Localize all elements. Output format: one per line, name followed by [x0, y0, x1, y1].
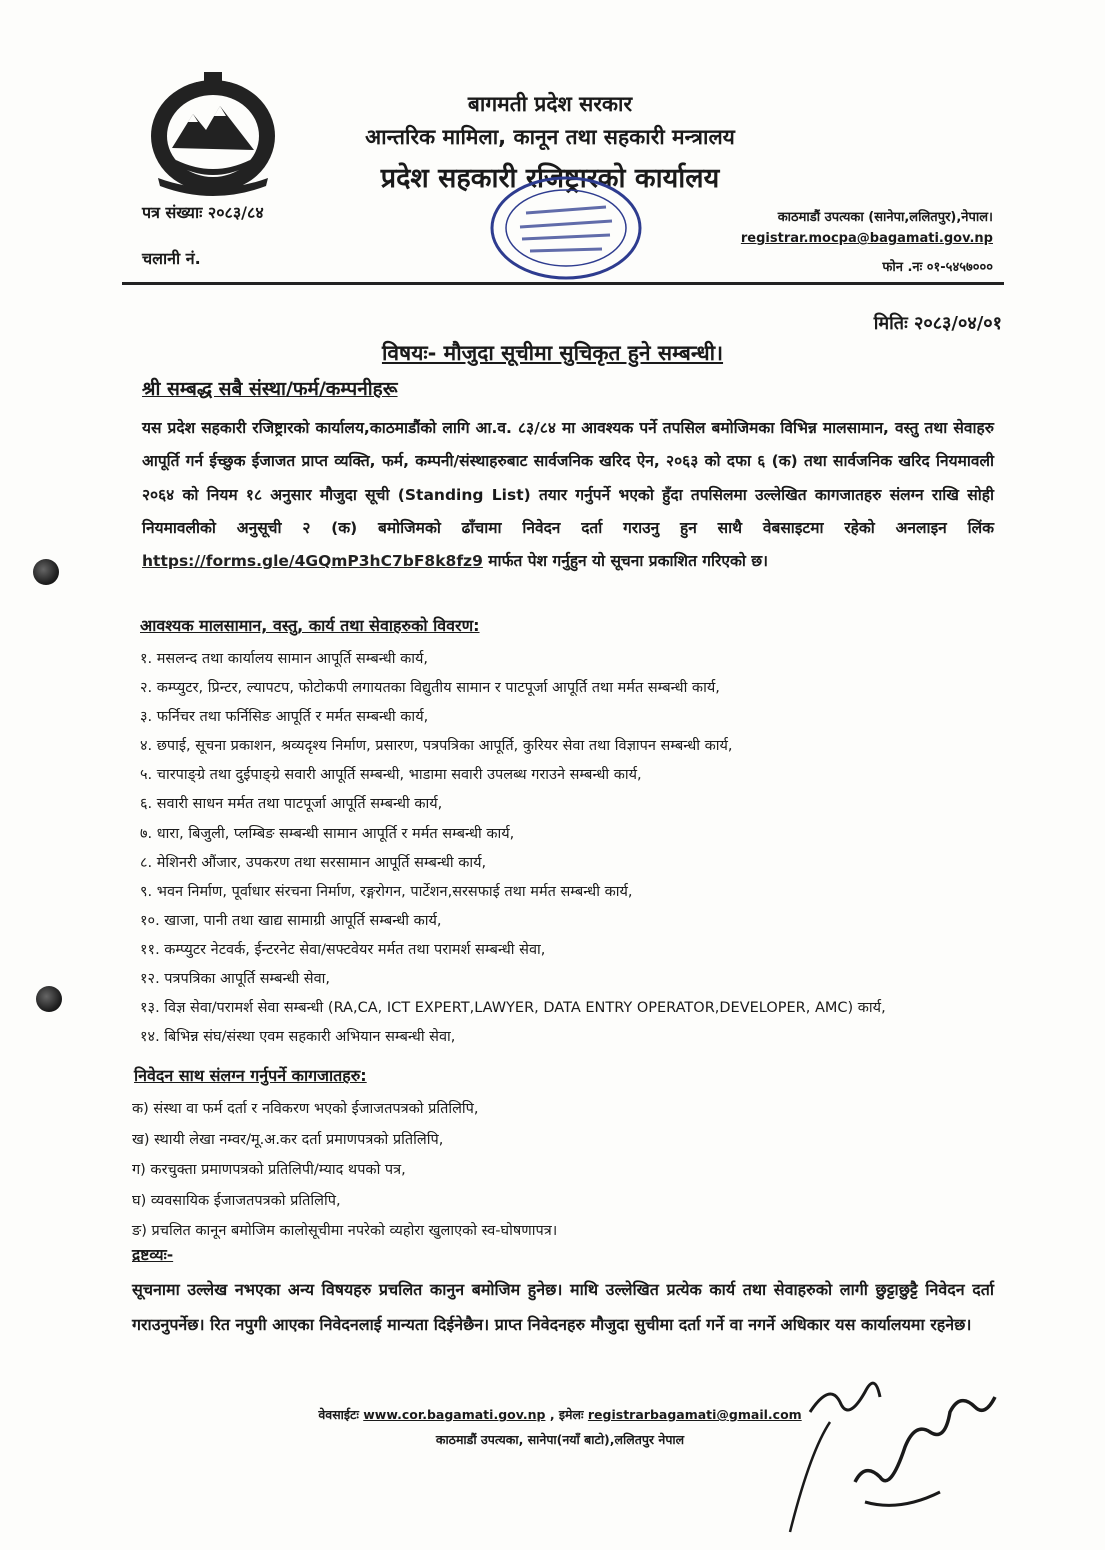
note-text: सूचनामा उल्लेख नभएका अन्य विषयहरु प्रचलित कानुन बमोजिम हुनेछ। माथि उल्लेखित प्रत्येक कार्य तथा सेवाहरुको लागी छुट्टाछुट्टै निवेदन दर्ता गराउनुपर्नेछ। रित नपुगी आएका निवेदनलाई मान्यता दिईनेछैन। प्राप्त निवेदनहरु मौजुदा सुचीमा दर्ता गर्ने वा नगर्ने अधिकार यस कार्यालयमा रहनेछ। [132, 1280, 994, 1334]
addressee: श्री सम्बद्ध सबै संस्था/फर्म/कम्पनीहरू [142, 378, 398, 400]
dispatch-number: चलानी नं. [142, 249, 201, 268]
letter-date: मितिः २०८३/०४/०१ [873, 313, 1002, 334]
note-heading: द्रष्टव्यः- [132, 1246, 174, 1264]
items-list [140, 645, 960, 1052]
footer-website-label: वेवसाईटः [318, 1407, 359, 1422]
documents-section-heading: निवेदन साथ संलग्न गर्नुपर्ने कागजातहरु: [134, 1066, 367, 1085]
reference-number: पत्र संख्याः २०८३/८४ [142, 203, 264, 222]
signature-icon [770, 1352, 1010, 1542]
government-name: बागमती प्रदेश सरकार [467, 92, 633, 116]
list-item: ङ) प्रचलित कानून बमोजिम कालोसूचीमा नपरेको व्यहोरा खुलाएको स्व-घोषणापत्र। [132, 1223, 558, 1239]
footer-website-link[interactable]: www.cor.bagamati.gov.np [363, 1407, 546, 1422]
list-item: ३. फर्निचर तथा फर्निसिङ आपूर्ति र मर्मत सम्बन्धी कार्य, [140, 709, 429, 726]
office-stamp-icon [486, 173, 646, 283]
footer-address: काठमाडौं उपत्यका, सानेपा(नयाँ बाटो),ललितपुर नेपाल [435, 1432, 685, 1447]
ministry-name: आन्तरिक मामिला, कानून तथा सहकारी मन्त्रालय [365, 125, 735, 149]
list-item: ४. छपाई, सूचना प्रकाशन, श्रव्यदृश्य निर्माण, प्रसारण, पत्रपत्रिका आपूर्ति, कुरियर सेवा तथा विज्ञापन सम्बन्धी कार्य, [140, 738, 733, 755]
footer-email-link[interactable]: registrarbagamati@gmail.com [587, 1407, 802, 1422]
body-paragraph [142, 412, 994, 578]
list-item: ११. कम्प्युटर नेटवर्क, ईन्टरनेट सेवा/सफ्टवेयर मर्मत तथा परामर्श सम्बन्धी सेवा, [140, 941, 546, 958]
list-item: १२. पत्रपत्रिका आपूर्ति सम्बन्धी सेवा, [140, 971, 331, 988]
body-text-after-link: मार्फत पेश गर्नुहुन यो सूचना प्रकाशित गरिएको छ। [488, 552, 769, 571]
nepal-emblem-icon [138, 68, 288, 198]
list-item: ५. चारपाङ्ग्रे तथा दुईपाङ्ग्रे सवारी आपूर्ति सम्बन्धी, भाडामा सवारी उपलब्ध गराउने सम्बन्धी कार्य, [140, 767, 642, 784]
subject-line [0, 339, 1105, 367]
office-address: काठमाडौं उपत्यका (सानेपा,ललितपुर),नेपाल। [777, 210, 993, 225]
list-item: ख) स्थायी लेखा नम्वर/मू.अ.कर दर्ता प्रमाणपत्रको प्रतिलिपि, [132, 1131, 444, 1148]
list-item: घ) व्यवसायिक ईजाजतपत्रको प्रतिलिपि, [132, 1192, 341, 1209]
list-item: १. मसलन्द तथा कार्यालय सामान आपूर्ति सम्बन्धी कार्य, [140, 651, 428, 667]
list-item: ग) करचुक्ता प्रमाणपत्रको प्रतिलिपी/म्याद थपको पत्र, [132, 1162, 406, 1178]
list-item: ९. भवन निर्माण, पूर्वाधार संरचना निर्माण, रङ्गरोगन, पार्टेशन,सरसफाई तथा मर्मत सम्बन्धी कार्य, [140, 883, 633, 900]
list-item: क) संस्था वा फर्म दर्ता र नविकरण भएको ईजाजतपत्रको प्रतिलिपि, [132, 1101, 479, 1117]
items-section-heading: आवश्यक मालसामान, वस्तु, कार्य तथा सेवाहरुको विवरण: [140, 616, 480, 635]
subject-text: विषयः- मौजुदा सूचीमा सुचिकृत हुने सम्बन्धी। [381, 341, 724, 365]
footer-contact [290, 1406, 830, 1423]
body-text-before-link: यस प्रदेश सहकारी रजिष्ट्रारको कार्यालय,काठमाडौंको लागि आ.व. ८३/८४ मा आवश्यक पर्ने तपसिल बमोजिमका विभिन्न मालसामान, वस्तु तथा सेवाहरु आपूर्ति गर्न ईच्छुक ईजाजत प्राप्त व्यक्ति, फर्म, कम्पनी/संस्थाहरुबाट सार्वजनिक खरिद ऐन, २०६३ को दफा ६ (क) तथा सार्वजनिक खरिद नियमावली २०६४ को नियम १८ अनुसार मौजुदा सूची (Standing List) तयार गर्नुपर्ने भएको हुँदा तपसिलमा उल्लेखित कागजातहरु संलग्न राखि सोही नियमावलीको अनुसूची २ (क) बमोजिमको ढाँचामा निवेदन दर्ता गराउनु हुन साथै वेबसाइटमा रहेको अनलाइन लिंक [142, 419, 994, 537]
online-form-link[interactable]: https://forms.gle/4GQmP3hC7bF8k8fz9 [142, 552, 483, 571]
list-item: ७. धारा, बिजुली, प्लम्बिङ सम्बन्धी सामान आपूर्ति र मर्मत सम्बन्धी कार्य, [140, 825, 515, 842]
punch-hole [36, 986, 62, 1012]
list-item: २. कम्प्युटर, प्रिन्टर, ल्यापटप, फोटोकपी लगायतका विद्युतीय सामान र पाटपूर्जा आपूर्ति तथा मर्मत सम्बन्धी कार्य, [140, 680, 720, 697]
header-divider [122, 282, 1004, 285]
footer-email-label: , इमेलः [549, 1407, 584, 1422]
list-item: ६. सवारी साधन मर्मत तथा पाटपूर्जा आपूर्ति सम्बन्धी कार्य, [140, 796, 443, 813]
office-email-link[interactable]: registrar.mocpa@bagamati.gov.np [740, 231, 993, 246]
list-item: ८. मेशिनरी औंजार, उपकरण तथा सरसामान आपूर्ति सम्बन्धी कार्य, [140, 854, 487, 871]
documents-list [132, 1094, 952, 1247]
office-name: प्रदेश सहकारी रजिष्ट्रारको कार्यालय [380, 163, 720, 194]
list-item: १०. खाजा, पानी तथा खाद्य सामाग्री आपूर्ति सम्बन्धी कार्य, [140, 912, 442, 929]
punch-hole [33, 559, 59, 585]
office-phone: फोन .नः ०१-५४५७००० [882, 260, 993, 275]
list-item: १४. बिभिन्न संघ/संस्था एवम सहकारी अभियान सम्बन्धी सेवा, [140, 1029, 456, 1046]
list-item: १३. विज्ञ सेवा/परामर्श सेवा सम्बन्धी (RA,CA, ICT EXPERT,LAWYER, DATA ENTRY OPERATOR,DEVELOPER, AMC) कार्य, [140, 1000, 886, 1017]
